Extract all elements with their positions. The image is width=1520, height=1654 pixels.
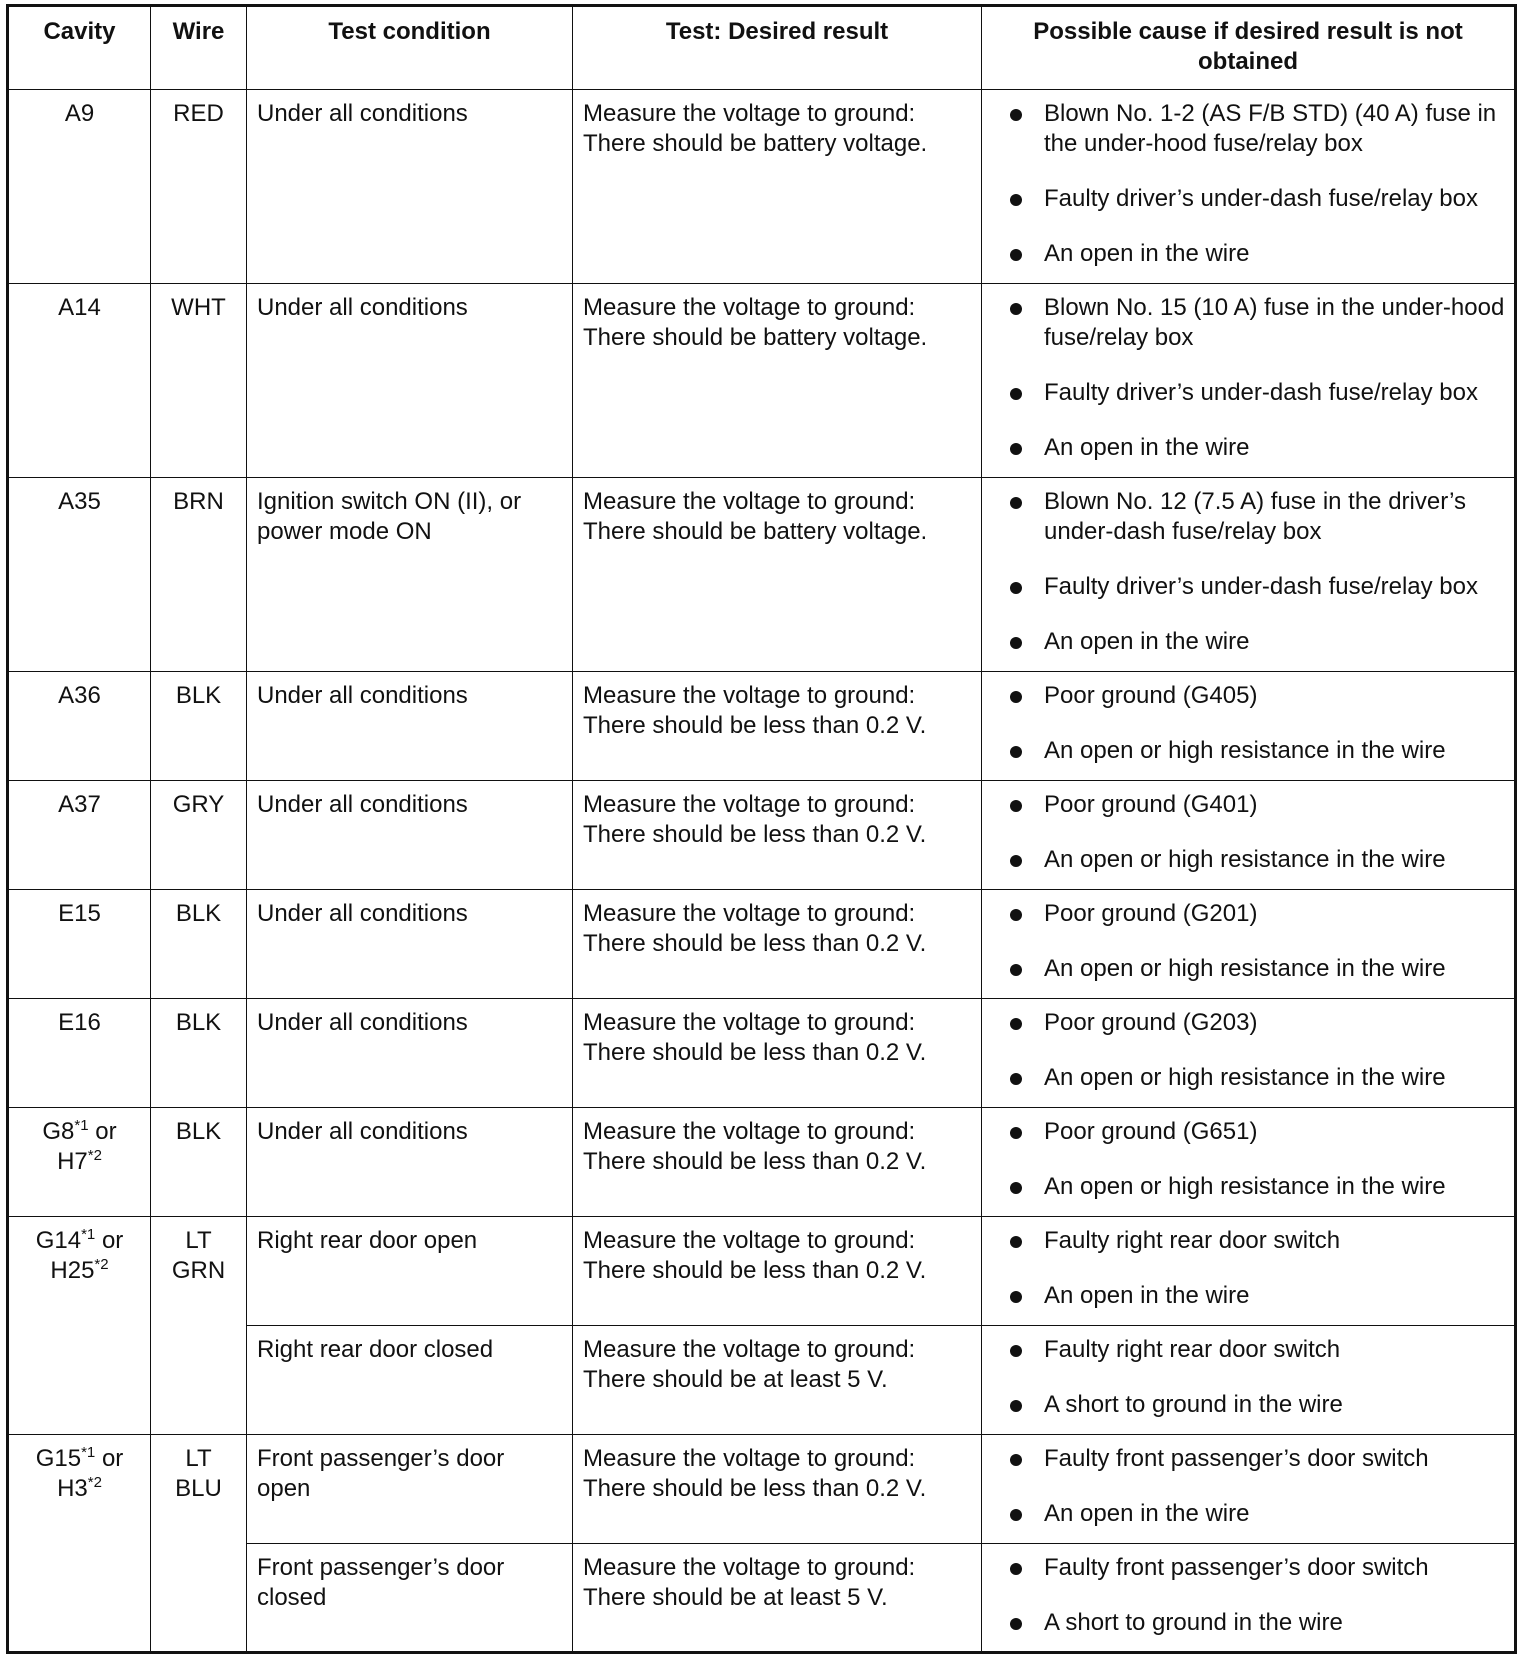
result-line: There should be at least 5 V. <box>583 1584 888 1611</box>
wire-cell: BRN <box>151 478 247 672</box>
result-line: Measure the voltage to ground: <box>583 1554 916 1581</box>
cause-item <box>1010 790 1508 820</box>
header-possible-cause: Possible cause if desired result is not obtained <box>982 6 1516 90</box>
wire-cell <box>151 1435 247 1653</box>
cavity-or: or <box>101 1227 124 1254</box>
cause-cell <box>982 1217 1516 1326</box>
cause-cell <box>982 1108 1516 1217</box>
header-cavity: Cavity <box>8 6 151 90</box>
cause-text: An open or high resistance in the wire <box>1044 1173 1446 1200</box>
cause-cell <box>982 284 1516 478</box>
bullet-icon <box>1010 637 1022 649</box>
wire-color: GRN <box>171 1257 226 1284</box>
header-test-condition: Test condition <box>247 6 573 90</box>
footnote-marker: *1 <box>81 1444 96 1461</box>
result-line: Measure the voltage to ground: <box>583 488 916 515</box>
table-row <box>8 1217 1516 1326</box>
cause-text: A short to ground in the wire <box>1044 1609 1343 1636</box>
bullet-icon <box>1010 1618 1022 1630</box>
cavity-code: G14 <box>35 1227 82 1254</box>
result-cell <box>573 672 982 781</box>
condition-cell: Ignition switch ON (II), or power mode ON <box>247 478 573 672</box>
condition-cell: Front passenger’s door closed <box>247 1544 573 1653</box>
header-row <box>8 6 1516 90</box>
wire-cell: BLK <box>151 890 247 999</box>
cause-cell <box>982 478 1516 672</box>
cause-cell <box>982 1544 1516 1653</box>
cause-text: Faulty driver’s under-dash fuse/relay box <box>1044 573 1478 600</box>
cause-item <box>1010 954 1508 984</box>
bullet-icon <box>1010 1127 1022 1139</box>
wire-cell: BLK <box>151 672 247 781</box>
wire-color: LT <box>185 1445 212 1472</box>
header-desired-result: Test: Desired result <box>573 6 982 90</box>
cause-item <box>1010 572 1508 602</box>
cause-cell <box>982 672 1516 781</box>
result-cell <box>573 1217 982 1326</box>
result-line: Measure the voltage to ground: <box>583 1227 916 1254</box>
cause-item <box>1010 1172 1508 1202</box>
result-cell <box>573 1435 982 1544</box>
condition-cell: Under all conditions <box>247 672 573 781</box>
footnote-marker: *1 <box>81 1226 96 1243</box>
bullet-icon <box>1010 388 1022 400</box>
cavity-or: or <box>101 1445 124 1472</box>
result-line: There should be less than 0.2 V. <box>583 1148 927 1175</box>
bullet-icon <box>1010 303 1022 315</box>
bullet-icon <box>1010 582 1022 594</box>
result-cell <box>573 781 982 890</box>
result-line: There should be battery voltage. <box>583 518 928 545</box>
bullet-icon <box>1010 1400 1022 1412</box>
result-line: Measure the voltage to ground: <box>583 1009 916 1036</box>
bullet-icon <box>1010 855 1022 867</box>
cause-item <box>1010 184 1508 214</box>
result-line: Measure the voltage to ground: <box>583 1445 916 1472</box>
bullet-icon <box>1010 1236 1022 1248</box>
cause-text: An open in the wire <box>1044 1282 1250 1309</box>
cause-item <box>1010 736 1508 766</box>
result-cell <box>573 478 982 672</box>
cause-item <box>1010 1390 1508 1420</box>
table-row <box>8 284 1516 478</box>
table-row <box>8 999 1516 1108</box>
cause-cell <box>982 890 1516 999</box>
cause-item <box>1010 1117 1508 1147</box>
result-line: Measure the voltage to ground: <box>583 1336 916 1363</box>
condition-cell: Right rear door closed <box>247 1326 573 1435</box>
result-line: There should be less than 0.2 V. <box>583 712 927 739</box>
cause-text: Faulty driver’s under-dash fuse/relay box <box>1044 379 1478 406</box>
bullet-icon <box>1010 964 1022 976</box>
condition-cell: Under all conditions <box>247 999 573 1108</box>
cavity-code: G8 <box>42 1118 75 1145</box>
bullet-icon <box>1010 1018 1022 1030</box>
cavity-cell: A37 <box>8 781 151 890</box>
footnote-marker: *2 <box>94 1256 109 1273</box>
cavity-cell: E16 <box>8 999 151 1108</box>
cause-item <box>1010 1444 1508 1474</box>
wire-cell <box>151 1217 247 1435</box>
cause-item <box>1010 293 1508 353</box>
cause-text: Faulty front passenger’s door switch <box>1044 1554 1429 1581</box>
cause-text: An open or high resistance in the wire <box>1044 846 1446 873</box>
bullet-icon <box>1010 746 1022 758</box>
cause-text: Faulty front passenger’s door switch <box>1044 1445 1429 1472</box>
bullet-icon <box>1010 443 1022 455</box>
condition-cell: Front passenger’s door open <box>247 1435 573 1544</box>
cavity-cell: A35 <box>8 478 151 672</box>
cavity-code: H25 <box>50 1257 95 1284</box>
cavity-cell <box>8 1108 151 1217</box>
table-row <box>8 672 1516 781</box>
page <box>6 4 1514 1650</box>
cause-item <box>1010 681 1508 711</box>
bullet-icon <box>1010 1345 1022 1357</box>
cause-text: An open in the wire <box>1044 628 1250 655</box>
result-cell <box>573 1108 982 1217</box>
cavity-cell: A9 <box>8 90 151 284</box>
result-cell <box>573 890 982 999</box>
table-row <box>8 1435 1516 1544</box>
result-line: There should be battery voltage. <box>583 324 928 351</box>
bullet-icon <box>1010 1073 1022 1085</box>
cause-cell <box>982 90 1516 284</box>
condition-cell: Under all conditions <box>247 90 573 284</box>
result-cell <box>573 284 982 478</box>
wire-cell: WHT <box>151 284 247 478</box>
condition-cell: Under all conditions <box>247 890 573 999</box>
troubleshooting-table <box>6 4 1517 1654</box>
cause-text: Faulty driver’s under-dash fuse/relay box <box>1044 185 1478 212</box>
cause-item <box>1010 1063 1508 1093</box>
cause-item <box>1010 1281 1508 1311</box>
table-row <box>8 90 1516 284</box>
table-row <box>8 781 1516 890</box>
wire-cell: BLK <box>151 1108 247 1217</box>
bullet-icon <box>1010 1454 1022 1466</box>
cause-text: An open in the wire <box>1044 240 1250 267</box>
cavity-cell: E15 <box>8 890 151 999</box>
cause-cell <box>982 1435 1516 1544</box>
condition-cell: Right rear door open <box>247 1217 573 1326</box>
result-line: Measure the voltage to ground: <box>583 900 916 927</box>
cause-item <box>1010 1335 1508 1365</box>
cause-text: An open in the wire <box>1044 434 1250 461</box>
bullet-icon <box>1010 1509 1022 1521</box>
cavity-cell: A36 <box>8 672 151 781</box>
cause-cell <box>982 1326 1516 1435</box>
result-cell <box>573 90 982 284</box>
cavity-code: H7 <box>57 1148 88 1175</box>
wire-cell: BLK <box>151 999 247 1108</box>
cavity-cell <box>8 1217 151 1435</box>
cause-text: An open or high resistance in the wire <box>1044 955 1446 982</box>
result-line: There should be less than 0.2 V. <box>583 1257 927 1284</box>
bullet-icon <box>1010 909 1022 921</box>
footnote-marker: *1 <box>74 1117 89 1134</box>
cause-text: Faulty right rear door switch <box>1044 1227 1341 1254</box>
result-line: Measure the voltage to ground: <box>583 100 916 127</box>
cause-item <box>1010 1226 1508 1256</box>
cause-text: Blown No. 12 (7.5 A) fuse in the driver’s under-dash fuse/relay box <box>1044 488 1466 545</box>
cause-item <box>1010 845 1508 875</box>
cause-text: An open in the wire <box>1044 1500 1250 1527</box>
result-line: There should be less than 0.2 V. <box>583 821 927 848</box>
cause-item <box>1010 1553 1508 1583</box>
result-line: There should be less than 0.2 V. <box>583 1039 927 1066</box>
result-line: There should be less than 0.2 V. <box>583 1475 927 1502</box>
result-line: Measure the voltage to ground: <box>583 1118 916 1145</box>
bullet-icon <box>1010 109 1022 121</box>
cavity-cell: A14 <box>8 284 151 478</box>
bullet-icon <box>1010 1563 1022 1575</box>
wire-cell: GRY <box>151 781 247 890</box>
result-line: Measure the voltage to ground: <box>583 682 916 709</box>
table-row <box>8 1108 1516 1217</box>
bullet-icon <box>1010 497 1022 509</box>
cavity-code: G15 <box>35 1445 82 1472</box>
cavity-or: or <box>95 1118 117 1145</box>
bullet-icon <box>1010 249 1022 261</box>
result-line: There should be less than 0.2 V. <box>583 930 927 957</box>
footnote-marker: *2 <box>87 1147 102 1164</box>
cause-item <box>1010 239 1508 269</box>
cause-text: A short to ground in the wire <box>1044 1391 1343 1418</box>
condition-cell: Under all conditions <box>247 781 573 890</box>
cause-item <box>1010 433 1508 463</box>
condition-cell: Under all conditions <box>247 1108 573 1217</box>
cause-item <box>1010 899 1508 929</box>
cavity-code: H3 <box>57 1475 88 1502</box>
cause-text: An open or high resistance in the wire <box>1044 1064 1446 1091</box>
result-cell <box>573 1326 982 1435</box>
cause-text: Poor ground (G651) <box>1044 1118 1258 1145</box>
cause-text: Blown No. 1-2 (AS F/B STD) (40 A) fuse in the under-hood fuse/relay box <box>1044 100 1497 157</box>
bullet-icon <box>1010 691 1022 703</box>
table-row <box>8 890 1516 999</box>
cause-text: An open or high resistance in the wire <box>1044 737 1446 764</box>
condition-cell: Under all conditions <box>247 284 573 478</box>
cause-item <box>1010 1499 1508 1529</box>
cause-cell <box>982 781 1516 890</box>
cause-text: Poor ground (G203) <box>1044 1009 1258 1036</box>
result-cell <box>573 999 982 1108</box>
cause-item <box>1010 378 1508 408</box>
header-wire: Wire <box>151 6 247 90</box>
wire-cell: RED <box>151 90 247 284</box>
bullet-icon <box>1010 1182 1022 1194</box>
cause-text: Blown No. 15 (10 A) fuse in the under-hood fuse/relay box <box>1044 294 1505 351</box>
cause-text: Poor ground (G201) <box>1044 900 1258 927</box>
result-cell <box>573 1544 982 1653</box>
bullet-icon <box>1010 194 1022 206</box>
cause-text: Poor ground (G405) <box>1044 682 1258 709</box>
cause-item <box>1010 99 1508 159</box>
cause-item <box>1010 627 1508 657</box>
cavity-cell <box>8 1435 151 1653</box>
footnote-marker: *2 <box>87 1474 102 1491</box>
cause-text: Poor ground (G401) <box>1044 791 1258 818</box>
cause-text: Faulty right rear door switch <box>1044 1336 1341 1363</box>
wire-color: BLU <box>175 1475 222 1502</box>
result-line: There should be battery voltage. <box>583 130 928 157</box>
cause-item <box>1010 1608 1508 1638</box>
result-line: There should be at least 5 V. <box>583 1366 888 1393</box>
cause-cell <box>982 999 1516 1108</box>
result-line: Measure the voltage to ground: <box>583 294 916 321</box>
cause-item <box>1010 1008 1508 1038</box>
table-row <box>8 478 1516 672</box>
bullet-icon <box>1010 800 1022 812</box>
cause-item <box>1010 487 1508 547</box>
bullet-icon <box>1010 1291 1022 1303</box>
wire-color: LT <box>185 1227 212 1254</box>
result-line: Measure the voltage to ground: <box>583 791 916 818</box>
